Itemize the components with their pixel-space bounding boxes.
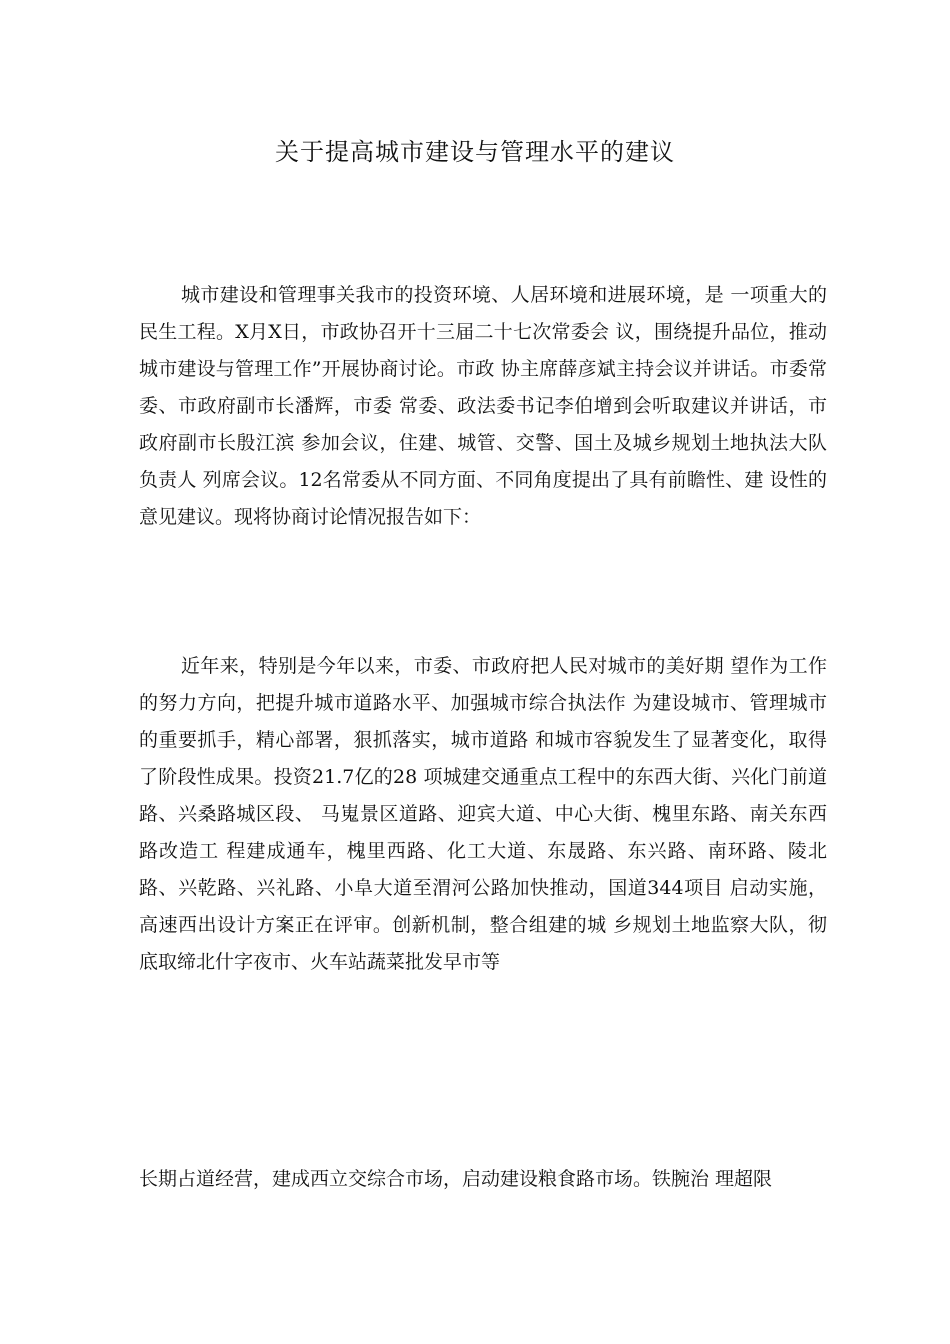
paragraph-intro: 城市建设和管理事关我市的投资环境、人居环境和进展环境，是 一项重大的民生工程。X月X日，市政协召开十三届二十七次常委会 议，围绕提升品位，推动城市建设与管理工作”开展协商讨论。市政 协主席薛彦斌主持会议并讲话。市委常委、市政府副市长潘辉，市委 常委、政法委书记李伯增到会听取建议并讲话，市政府副市长殷江滨 参加会议，住建、城管、交警、国土及城乡规划土地执法大队负责人 列席会议。12名常委从不同方面、不同角度提出了具有前瞻性、建 设性的意见建议。现将协商讨论情况报告如下：: [139, 284, 827, 528]
paragraph-achievements: 近年来，特别是今年以来，市委、市政府把人民对城市的美好期 望作为工作的努力方向，把提升城市道路水平、加强城市综合执法作 为建设城市、管理城市的重要抓手，精心部署，狠抓落实，城市道路 和城市容貌发生了显著变化，取得了阶段性成果。投资21.7亿的28 项城建交通重点工程中的东西大街、兴化门前道路、兴桑路城区段、 马嵬景区道路、迎宾大道、中心大街、槐里东路、南关东西路改造工 程建成通车，槐里西路、化工大道、东晟路、东兴路、南环路、陵北 路、兴乾路、兴礼路、小阜大道至渭河公路加快推动，国道344项目 启动实施，高速西出设计方案正在评审。创新机制，整合组建的城 乡规划土地监察大队，彻底取缔北什字夜市、火车站蔬菜批发早市等: [139, 655, 827, 973]
document-title: 关于提高城市建设与管理水平的建议: [275, 138, 675, 166]
paragraph-continuation: 长期占道经营，建成西立交综合市场，启动建设粮食路市场。铁腕治 理超限: [139, 1168, 773, 1190]
